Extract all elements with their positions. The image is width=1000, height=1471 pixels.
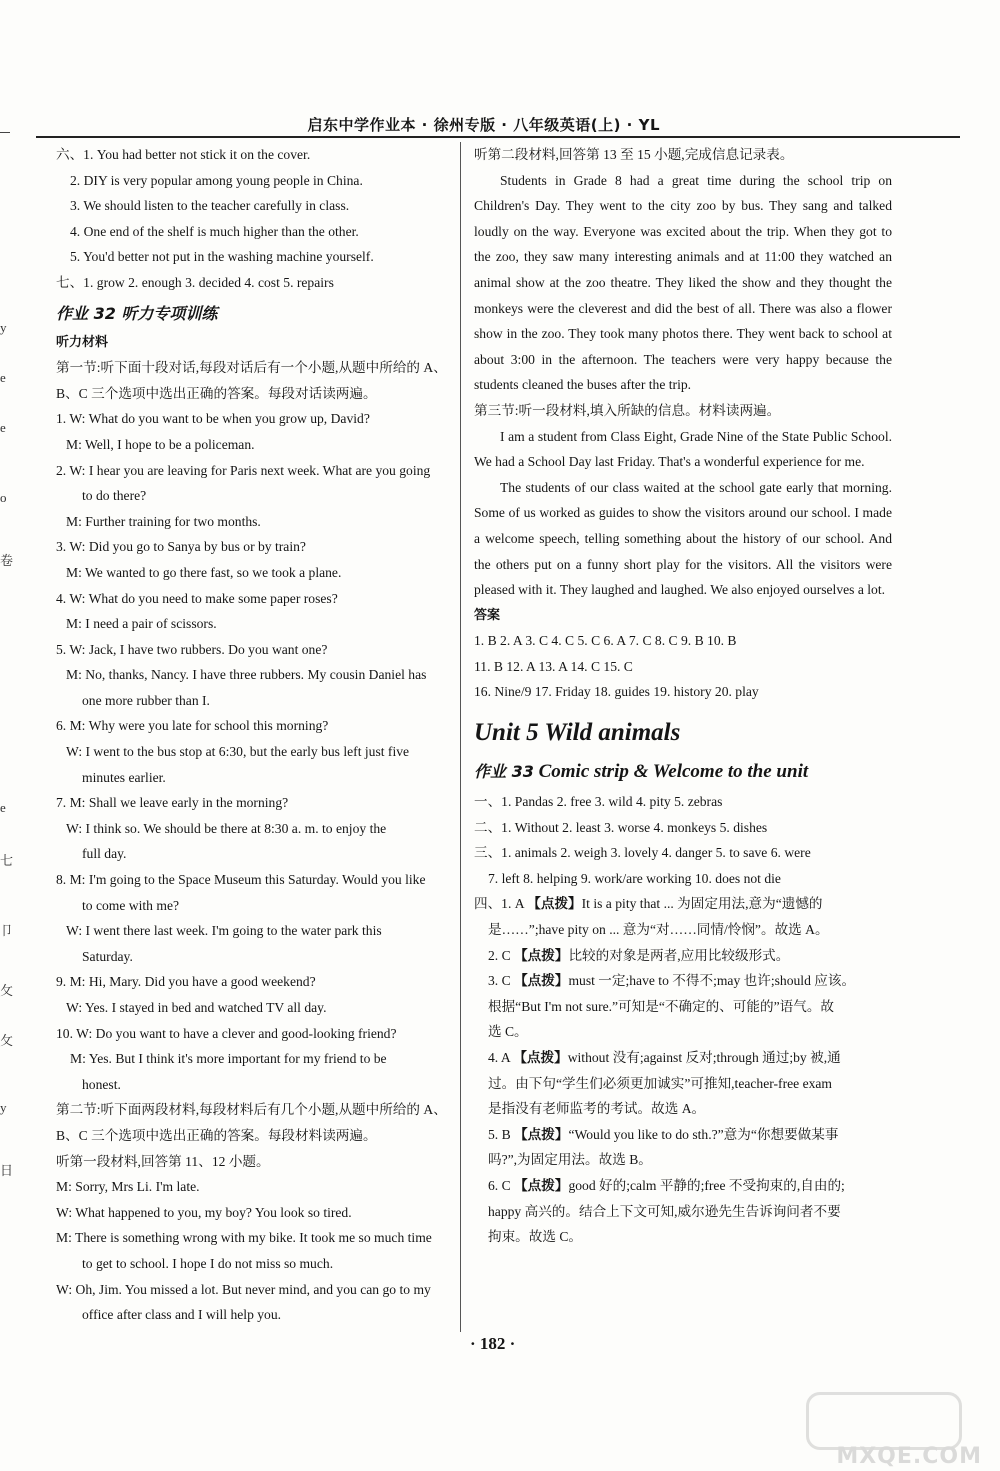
- margin-char: e: [0, 800, 6, 815]
- d5-a2: one more rubber than I.: [82, 692, 210, 708]
- s4-q3-text: must 一定;have to 不得不;may 也许;should 应该。: [568, 973, 856, 989]
- s4-q4-line-3: 是指没有老师监考的考试。故选 A。: [488, 1101, 706, 1117]
- answers-label: 答案: [474, 607, 501, 623]
- d4-a: M: I need a pair of scissors.: [66, 616, 217, 632]
- d8-a: W: I went there last week. I'm going to the water park this: [66, 923, 382, 939]
- s4-q6-answer: 6. C: [488, 1177, 511, 1193]
- d2-a: M: Further training for two months.: [66, 513, 261, 529]
- m1-line-2: W: What happened to you, my boy? You look so tired.: [56, 1204, 352, 1220]
- s4-q3-line-2: 根据“But I'm not sure.”可知是“不确定的、可能的”语气。故: [488, 998, 835, 1014]
- margin-char: o: [0, 490, 7, 505]
- watermark: [782, 1392, 982, 1469]
- margin-char: 日: [0, 1163, 14, 1178]
- answer-stamp-logo-icon: [806, 1392, 962, 1450]
- s4-q2-text: 比较的对象是两者,应用比较级形式。: [568, 947, 790, 963]
- s7-line: 七、1. grow 2. enough 3. decided 4. cost 5. repairs: [56, 274, 334, 290]
- d8-q2: to come with me?: [82, 897, 180, 913]
- s4-q3-dianbo: 【点拨】: [514, 973, 569, 989]
- s4-q5-dianbo: 【点拨】: [514, 1126, 569, 1142]
- s4-q6-text: good 好的;calm 平静的;free 不受拘束的,自由的;: [568, 1177, 845, 1193]
- s4-q2-dianbo: 【点拨】: [514, 947, 569, 963]
- s3-line-1: 三、1. animals 2. weigh 3. lovely 4. danger 5. to save 6. were: [474, 845, 811, 861]
- s6-line-2: 2. DIY is very popular among young people in China.: [70, 172, 363, 188]
- part3-para-1: I am a student from Class Eight, Grade Nine of the State Public School. We had a School Day last Friday. That's a wonderful experience for me.: [474, 428, 892, 470]
- s4-q2-line-1: [474, 943, 892, 969]
- d7-a2: full day.: [82, 846, 127, 862]
- hw33-heading: [474, 755, 892, 789]
- s4-q2-answer: 2. C: [488, 947, 511, 963]
- s4-q3-line-1: [474, 968, 892, 994]
- d2-q2: to do there?: [82, 488, 147, 504]
- margin-char: 卩: [0, 923, 14, 938]
- s4-q4-answer: 4. A: [488, 1050, 510, 1065]
- s4-q4-text: without 没有;against 反对;through 通过;by 被,通: [567, 1050, 841, 1065]
- m1-line-5: W: Oh, Jim. You missed a lot. But never mind, and you can go to my: [56, 1281, 431, 1297]
- d6-q: 6. M: Why were you late for school this morning?: [56, 718, 329, 734]
- hw33-title: Comic strip & Welcome to the unit: [538, 761, 809, 783]
- s4-q6-line-2: happy 高兴的。结合上下文可知,威尔逊先生告诉询问者不要: [488, 1203, 841, 1219]
- margin-char: e: [0, 370, 6, 385]
- s4-q1-line-1: [474, 891, 892, 917]
- s4-q1-answer: 四、1. A: [474, 896, 524, 912]
- d9-q: 9. M: Hi, Mary. Did you have a good weekend?: [56, 974, 316, 990]
- d4-q: 4. W: What do you need to make some paper roses?: [56, 590, 338, 606]
- d6-a: W: I went to the bus stop at 6:30, but the early bus left just five: [66, 744, 410, 760]
- margin-char: y: [0, 320, 7, 335]
- header-title: 启东中学作业本 · 徐州专版 · 八年级英语(上) · YL: [307, 116, 660, 134]
- m1-line-3: M: There is something wrong with my bike. It took me so much time: [56, 1230, 432, 1246]
- margin-char: 七: [0, 853, 14, 868]
- d9-a: W: Yes. I stayed in bed and watched TV all day.: [66, 1000, 327, 1015]
- s1-line: 一、1. Pandas 2. free 3. wild 4. pity 5. zebras: [474, 794, 723, 810]
- d10-q: 10. W: Do you want to have a clever and good-looking friend?: [56, 1025, 397, 1041]
- s6-line-5: 5. You'd better not put in the washing machine yourself.: [70, 249, 374, 265]
- s4-q5-line-2: 吗?”,为固定用法。故选 B。: [488, 1152, 652, 1168]
- margin-char: 卷: [0, 553, 14, 568]
- m1-line-1: M: Sorry, Mrs Li. I'm late.: [56, 1179, 200, 1195]
- s4-q4-line-1: [474, 1045, 892, 1071]
- d7-a: W: I think so. We should be there at 8:30 a. m. to enjoy the: [66, 820, 387, 836]
- d6-a2: minutes earlier.: [82, 769, 166, 785]
- part2-intro-1: 第二节:听下面两段材料,每段材料后有几个小题,从题中所给的 A、: [56, 1102, 447, 1118]
- hw32-title: 作业 32 听力专项训练: [56, 303, 218, 323]
- s4-q5-text: “Would you like to do sth.?”意为“你想要做某事: [568, 1126, 839, 1142]
- hw33-number: 作业 33: [474, 762, 534, 782]
- d7-q: 7. M: Shall we leave early in the morning?: [56, 795, 289, 811]
- answers-line-2: 11. B 12. A 13. A 14. C 15. C: [474, 658, 633, 674]
- listening-label: 听力材料: [56, 334, 109, 350]
- margin-char: y: [0, 1100, 7, 1115]
- fold-mark: [0, 132, 10, 133]
- s4-q1-dianbo: 【点拨】: [527, 896, 582, 912]
- d10-a: M: Yes. But I think it's more important for my friend to be: [70, 1051, 387, 1067]
- s4-q1-line-2: 是……”;have pity on ... 意为“对……同情/怜悯”。故选 A。: [488, 922, 829, 938]
- s4-q6-line-1: [474, 1173, 892, 1199]
- page-number: · 182 ·: [470, 1334, 516, 1353]
- s4-q5-line-1: [474, 1122, 892, 1148]
- margin-char: 攵: [0, 983, 14, 998]
- unit-title: Unit 5 Wild animals: [474, 719, 681, 747]
- d8-q: 8. M: I'm going to the Space Museum this Saturday. Would you like: [56, 872, 426, 888]
- s4-q5-answer: 5. B: [488, 1126, 511, 1142]
- m1-line-4: to get to school. I hope I do not miss so much.: [82, 1255, 334, 1271]
- material2-label: 听第二段材料,回答第 13 至 15 小题,完成信息记录表。: [474, 147, 794, 162]
- material1-label: 听第一段材料,回答第 11、12 小题。: [56, 1153, 270, 1169]
- s4-q6-line-3: 拘束。故选 C。: [488, 1229, 583, 1245]
- m1-line-6: office after class and I will help you.: [82, 1307, 282, 1323]
- d1-q: 1. W: What do you want to be when you grow up, David?: [56, 411, 370, 427]
- d8-a2: Saturday.: [82, 948, 133, 964]
- part1-intro-2: B、C 三个选项中选出正确的答案。每段对话读两遍。: [56, 385, 377, 401]
- s4-q4-dianbo: 【点拨】: [513, 1050, 568, 1065]
- right-column: [474, 142, 892, 1250]
- s6-line-3: 3. We should listen to the teacher carefully in class.: [70, 198, 350, 214]
- margin-char: e: [0, 420, 6, 435]
- part2-intro-2: B、C 三个选项中选出正确的答案。每段材料读两遍。: [56, 1127, 377, 1143]
- s2-line: 二、1. Without 2. least 3. worse 4. monkeys 5. dishes: [474, 819, 768, 835]
- d3-q: 3. W: Did you go to Sanya by bus or by train?: [56, 539, 306, 555]
- left-column: [56, 142, 450, 1328]
- s4-q3-line-3: 选 C。: [488, 1024, 528, 1040]
- part3-intro: 第三节:听一段材料,填入所缺的信息。材料读两遍。: [474, 402, 781, 418]
- d2-q: 2. W: I hear you are leaving for Paris next week. What are you going: [56, 462, 431, 478]
- d3-a: M: We wanted to go there fast, so we took a plane.: [66, 564, 342, 580]
- s3-line-2: 7. left 8. helping 9. work/are working 10. does not die: [488, 870, 781, 886]
- column-divider: [460, 142, 461, 1332]
- s4-q1-text: It is a pity that ... 为固定用法,意为“遗憾的: [581, 896, 823, 912]
- answers-line-3: 16. Nine/9 17. Friday 18. guides 19. history 20. play: [474, 684, 759, 700]
- d5-q: 5. W: Jack, I have two rubbers. Do you want one?: [56, 641, 328, 657]
- s6-line-1: 六、1. You had better not stick it on the cover.: [56, 147, 311, 162]
- d5-a: M: No, thanks, Nancy. I have three rubbers. My cousin Daniel has: [66, 667, 427, 683]
- s6-line-4: 4. One end of the shelf is much higher than the other.: [70, 223, 359, 239]
- material2-text: Students in Grade 8 had a great time during the school trip on Children's Day. They went to the city zoo by bus. They sang and talked loudly on the way. Everyone was excited about the trip. When they got to the zoo, they saw many interesting animals and at 11:00 they watched an animal show at the zoo theatre. They liked the show and they thought the monkeys were the cleverest and did the best of all. There was also a flower show in the zoo. They took many photos there. They went back to school at about 3:00 in the afternoon. The teachers were very happy because the students cleaned the buses after the trip.: [474, 172, 892, 393]
- d10-a2: honest.: [82, 1076, 121, 1092]
- part3-para-2: The students of our class waited at the school gate early that morning. Some of us worked as guides to show the visitors around our school. I made a welcome speech, telling something about the history of our school. And the others put on a funny short play for the visitors. All the visitors were pleased with it. They laughed and laughed. We also enjoyed ourselves a lot.: [474, 479, 892, 598]
- margin-char: 攵: [0, 1033, 14, 1048]
- d1-a: M: Well, I hope to be a policeman.: [66, 436, 255, 452]
- answers-line-1: 1. B 2. A 3. C 4. C 5. C 6. A 7. C 8. C 9. B 10. B: [474, 633, 737, 649]
- page-header: [36, 108, 960, 138]
- part1-intro-1: 第一节:听下面十段对话,每段对话后有一个小题,从题中所给的 A、: [56, 360, 447, 376]
- watermark-text: MXQE.COM: [836, 1444, 982, 1469]
- s4-q6-dianbo: 【点拨】: [514, 1177, 569, 1193]
- s4-q4-line-2: 过。由下句“学生们必须更加诚实”可推知,teacher-free exam: [488, 1075, 833, 1091]
- s4-q3-answer: 3. C: [488, 973, 511, 989]
